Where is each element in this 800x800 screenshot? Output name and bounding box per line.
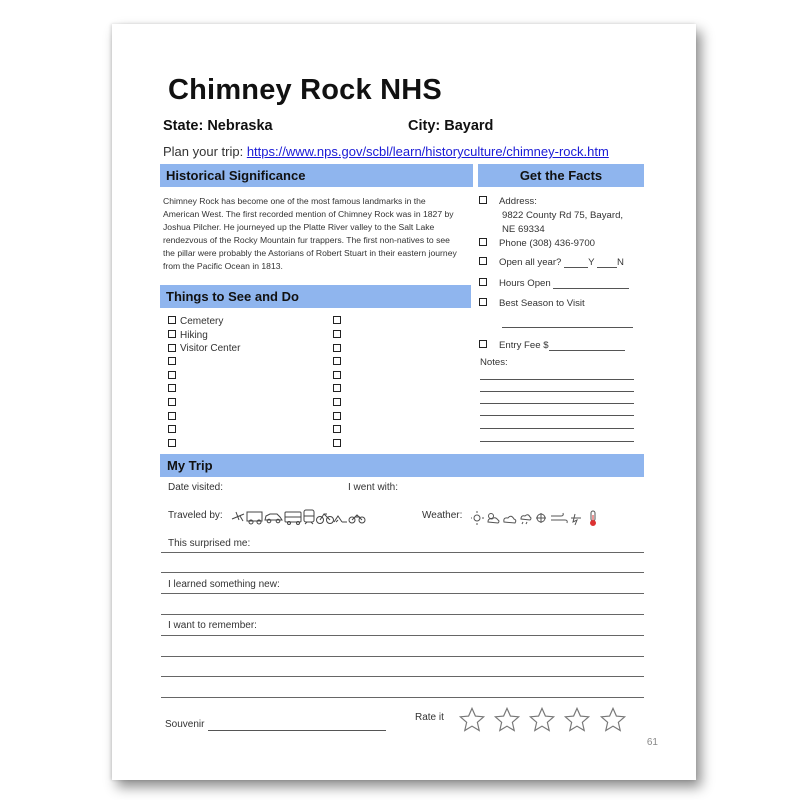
star-icon[interactable]	[563, 706, 591, 734]
remember-line[interactable]	[161, 635, 644, 636]
checkbox[interactable]	[168, 316, 176, 324]
list-item	[333, 410, 345, 424]
list-item: Hiking	[168, 329, 240, 343]
historical-text: Chimney Rock has become one of the most famous landmarks in the American West. The first recorded mention of Chimney Rock was in 1827 by Joshua Pilcher. He journeyed up the Platte River valley to the Salt Lake rendezvous of the Rocky Mountain fur trappers. The first non-natives to see the pillar were probably the Astorians of Robert Stuart in their eastern journey from the Pacific Ocean in 1813.	[163, 196, 457, 272]
bicycle-icon	[317, 514, 334, 524]
bus-icon	[285, 512, 301, 525]
list-item	[333, 342, 345, 356]
notes-line[interactable]	[480, 379, 634, 380]
checkbox[interactable]	[479, 238, 487, 246]
list-item	[333, 397, 345, 411]
list-item	[168, 437, 240, 451]
fact-entry-fee: Entry Fee $	[479, 340, 625, 351]
list-item	[168, 424, 240, 438]
checkbox[interactable]	[333, 439, 341, 447]
thermometer-icon	[591, 511, 596, 526]
surprised-line[interactable]	[161, 572, 644, 573]
facts-heading: Get the Facts	[519, 168, 603, 183]
address-line-2: NE 69334	[502, 224, 545, 235]
car-icon	[265, 514, 282, 523]
list-item	[168, 383, 240, 397]
notes-line[interactable]	[480, 441, 634, 442]
things-list-left	[168, 315, 240, 451]
list-item	[168, 397, 240, 411]
motorcycle-icon	[349, 515, 365, 523]
surprised-label: This surprised me:	[168, 538, 251, 549]
city-label: City: Bayard	[408, 118, 494, 134]
checkbox[interactable]	[333, 371, 341, 379]
checkbox[interactable]	[479, 278, 487, 286]
list-item	[333, 315, 345, 329]
train-icon	[304, 510, 314, 524]
list-item	[333, 437, 345, 451]
worksheet-page	[112, 24, 696, 780]
address-line-1: 9822 County Rd 75, Bayard,	[502, 210, 624, 221]
things-to-see-header	[160, 285, 471, 308]
date-visited-label: Date visited:	[168, 482, 224, 493]
checkbox[interactable]	[479, 196, 487, 204]
list-item	[333, 383, 345, 397]
list-item	[333, 356, 345, 370]
star-icon[interactable]	[458, 706, 486, 734]
page-title: Chimney Rock NHS	[168, 74, 442, 106]
checkbox[interactable]	[168, 357, 176, 365]
checkbox[interactable]	[168, 412, 176, 420]
fact-best-season: Best Season to Visit	[479, 298, 585, 309]
star-icon[interactable]	[599, 706, 627, 734]
learned-label: I learned something new:	[168, 579, 280, 590]
checkbox[interactable]	[333, 330, 341, 338]
historical-significance-header	[160, 164, 473, 187]
list-item	[168, 356, 240, 370]
plan-your-trip	[163, 144, 609, 159]
get-the-facts-header	[478, 164, 644, 187]
remember-line[interactable]	[161, 697, 644, 698]
rate-it-label: Rate it	[415, 712, 444, 723]
checkbox[interactable]	[333, 425, 341, 433]
storm-icon	[571, 514, 581, 525]
fact-open-all-year: Open all year? Y N	[479, 257, 624, 268]
checkbox[interactable]	[479, 340, 487, 348]
checkbox[interactable]	[168, 425, 176, 433]
snow-icon	[536, 513, 546, 523]
checkbox[interactable]	[168, 330, 176, 338]
page-number: 61	[646, 737, 658, 748]
checkbox[interactable]	[333, 357, 341, 365]
checkbox[interactable]	[479, 257, 487, 265]
my-trip-header	[160, 454, 644, 477]
notes-line[interactable]	[480, 391, 634, 392]
transport-icons	[230, 508, 366, 526]
checkbox[interactable]	[168, 398, 176, 406]
walking-icon	[334, 516, 347, 522]
list-item: Cemetery	[168, 315, 240, 329]
checkbox[interactable]	[168, 371, 176, 379]
souvenir-line[interactable]	[208, 730, 386, 731]
checkbox[interactable]	[333, 384, 341, 392]
state-label: State: Nebraska	[163, 118, 273, 134]
checkbox[interactable]	[168, 384, 176, 392]
remember-line[interactable]	[161, 656, 644, 657]
wind-icon	[551, 513, 567, 523]
surprised-line[interactable]	[161, 552, 644, 553]
sun-icon	[471, 511, 484, 525]
weather-label: Weather:	[422, 510, 463, 521]
weather-icons	[471, 510, 603, 526]
checkbox[interactable]	[333, 412, 341, 420]
notes-label: Notes:	[480, 357, 508, 368]
notes-line[interactable]	[480, 415, 634, 416]
remember-label: I want to remember:	[168, 620, 257, 631]
historical-heading: Historical Significance	[166, 168, 306, 183]
airplane-icon	[232, 512, 244, 521]
remember-line[interactable]	[161, 676, 644, 677]
things-list-right	[333, 315, 345, 451]
checkbox[interactable]	[168, 344, 176, 352]
list-item: Visitor Center	[168, 342, 240, 356]
checkbox[interactable]	[333, 316, 341, 324]
checkbox[interactable]	[333, 398, 341, 406]
list-item	[333, 369, 345, 383]
learned-line[interactable]	[161, 593, 644, 594]
checkbox[interactable]	[333, 344, 341, 352]
fact-hours-open: Hours Open	[479, 278, 629, 289]
fact-phone: Phone (308) 436-9700	[479, 238, 595, 249]
list-item	[168, 369, 240, 383]
checkbox[interactable]	[168, 439, 176, 447]
rv-icon	[247, 512, 262, 524]
checkbox[interactable]	[479, 298, 487, 306]
souvenir-label: Souvenir	[165, 719, 205, 730]
best-season-line	[502, 327, 633, 328]
star-icon[interactable]	[493, 706, 521, 734]
notes-line[interactable]	[480, 403, 634, 404]
list-item	[333, 424, 345, 438]
list-item	[333, 329, 345, 343]
my-trip-heading: My Trip	[167, 458, 213, 473]
notes-line[interactable]	[480, 428, 634, 429]
rain-icon	[521, 515, 531, 524]
things-heading: Things to See and Do	[166, 289, 299, 304]
fact-address: Address:	[479, 196, 537, 207]
plan-label: Plan your trip:	[163, 144, 244, 159]
nps-link[interactable]: https://www.nps.gov/scbl/learn/historyculture/chimney-rock.htm	[246, 144, 609, 159]
learned-line[interactable]	[161, 614, 644, 615]
partly-cloudy-icon	[488, 514, 499, 524]
star-icon[interactable]	[528, 706, 556, 734]
went-with-label: I went with:	[348, 482, 399, 493]
list-item	[168, 410, 240, 424]
cloudy-icon	[504, 516, 516, 523]
traveled-by-label: Traveled by:	[168, 510, 223, 521]
